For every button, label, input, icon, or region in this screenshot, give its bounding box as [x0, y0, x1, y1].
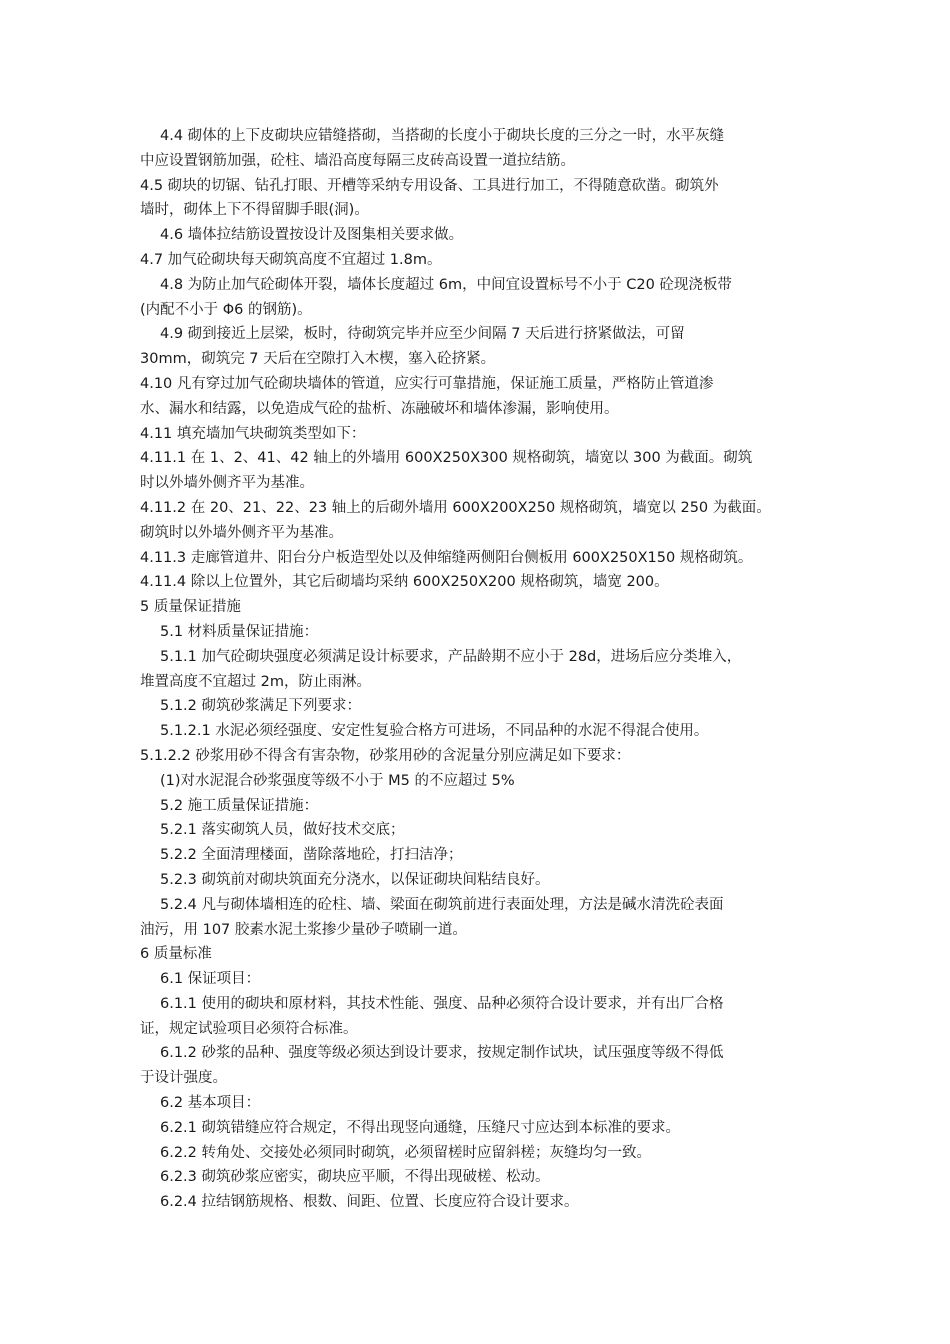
text-line: 5.1 材料质量保证措施： — [160, 623, 319, 640]
text-line: 6.2 基本项目： — [160, 1095, 261, 1112]
text-line: 5.1.1 加气砼砌块强度必须满足设计标要求，产品龄期不应小于 28d，进场后应分类堆入， — [160, 648, 742, 665]
text-line: 6 质量标准 — [140, 946, 212, 963]
text-line: 4.5 砌块的切锯、钻孔打眼、开槽等采纳专用设备、工具进行加工，不得随意砍凿。砌筑外 — [140, 177, 719, 194]
text-line: 4.11.3 走廊管道井、阳台分户板造型处以及伸缩缝两侧阳台侧板用 600X250X150 规格砌筑。 — [140, 549, 753, 566]
document-body — [140, 124, 830, 1215]
text-line: 5 质量保证措施 — [140, 599, 241, 616]
text-line: 时以外墙外侧齐平为基准。 — [140, 475, 314, 492]
text-line: 5.2.2 全面清理楼面，凿除落地砼，打扫洁净； — [160, 847, 463, 864]
text-line: 堆置高度不宜超过 2m，防止雨淋。 — [140, 673, 371, 690]
text-line: 中应设置钢筋加强，砼柱、墙沿高度每隔三皮砖高设置一道拉结筋。 — [140, 152, 575, 169]
text-line: 墙时，砌体上下不得留脚手眼(洞)。 — [140, 202, 369, 219]
text-line: 6.1.2 砂浆的品种、强度等级必须达到设计要求，按规定制作试块，试压强度等级不得低 — [160, 1045, 724, 1062]
text-line: 4.11.2 在 20、21、22、23 轴上的后砌外墙用 600X200X250 规格砌筑，墙宽以 250 为截面。 — [140, 499, 771, 516]
text-line: 30mm，砌筑完 7 天后在空隙打入木楔，塞入砼挤紧。 — [140, 351, 496, 368]
text-line: 4.9 砌到接近上层梁，板时，待砌筑完毕并应至少间隔 7 天后进行挤紧做法，可留 — [160, 326, 685, 343]
text-line: 5.1.2 砌筑砂浆满足下列要求： — [160, 698, 362, 715]
text-line: 4.11 填充墙加气块砌筑类型如下： — [140, 425, 366, 442]
text-line: 4.11.4 除以上位置外，其它后砌墙均采纳 600X250X200 规格砌筑，墙宽 200。 — [140, 574, 669, 591]
text-line: 油污，用 107 胶素水泥土浆掺少量砂子喷刷一道。 — [140, 921, 467, 938]
text-line: 4.4 砌体的上下皮砌块应错缝搭砌，当搭砌的长度小于砌块长度的三分之一时，水平灰缝 — [160, 128, 725, 144]
text-line: 5.2 施工质量保证措施： — [160, 797, 319, 814]
text-line: 砌筑时以外墙外侧齐平为基准。 — [140, 524, 343, 541]
text-line: 4.7 加气砼砌块每天砌筑高度不宜超过 1.8m。 — [140, 251, 442, 268]
text-line: 4.10 凡有穿过加气砼砌块墙体的管道，应实行可靠措施，保证施工质量，严格防止管道渗 — [140, 375, 714, 392]
text-line: 4.8 为防止加气砼砌体开裂，墙体长度超过 6m，中间宜设置标号不小于 C20 砼现浇板带 — [160, 276, 732, 293]
text-line: (内配不小于 Φ6 的钢筋)。 — [140, 301, 312, 318]
text-line: 证，规定试验项目必须符合标准。 — [140, 1020, 358, 1037]
text-line: 5.2.4 凡与砌体墙相连的砼柱、墙、梁面在砌筑前进行表面处理，方法是碱水清洗砼表面 — [160, 896, 724, 913]
text-line: 水、漏水和结露，以免造成气砼的盐析、冻融破坏和墙体渗漏，影响使用。 — [140, 400, 619, 417]
text-line: 6.2.4 拉结钢筋规格、根数、间距、位置、长度应符合设计要求。 — [160, 1194, 579, 1211]
text-line: 5.2.3 砌筑前对砌块筑面充分浇水，以保证砌块间粘结良好。 — [160, 871, 550, 888]
text-line: 6.2.2 转角处、交接处必须同时砌筑，必须留槎时应留斜槎；灰缝均匀一致。 — [160, 1144, 652, 1161]
text-line: 6.1 保证项目： — [160, 971, 261, 988]
text-line: 5.1.2.1 水泥必须经强度、安定性复验合格方可进场，不同品种的水泥不得混合使用。 — [160, 723, 709, 740]
text-line: 5.2.1 落实砌筑人员，做好技术交底； — [160, 822, 405, 839]
text-line: 5.1.2.2 砂浆用砂不得含有害杂物，砂浆用砂的含泥量分别应满足如下要求： — [140, 747, 631, 764]
text-line: (1)对水泥混合砂浆强度等级不小于 M5 的不应超过 5% — [160, 772, 515, 789]
text-line: 4.6 墙体拉结筋设置按设计及图集相关要求做。 — [160, 227, 464, 244]
text-line: 于设计强度。 — [140, 1070, 227, 1087]
text-line: 4.11.1 在 1、2、41、42 轴上的外墙用 600X250X300 规格砌筑，墙宽以 300 为截面。砌筑 — [140, 450, 753, 467]
text-line: 6.1.1 使用的砌块和原材料，其技术性能、强度、品种必须符合设计要求，并有出厂合格 — [160, 995, 724, 1012]
text-line: 6.2.3 砌筑砂浆应密实，砌块应平顺，不得出现破槎、松动。 — [160, 1169, 550, 1186]
text-line: 6.2.1 砌筑错缝应符合规定，不得出现竖向通缝，压缝尺寸应达到本标准的要求。 — [160, 1119, 681, 1136]
